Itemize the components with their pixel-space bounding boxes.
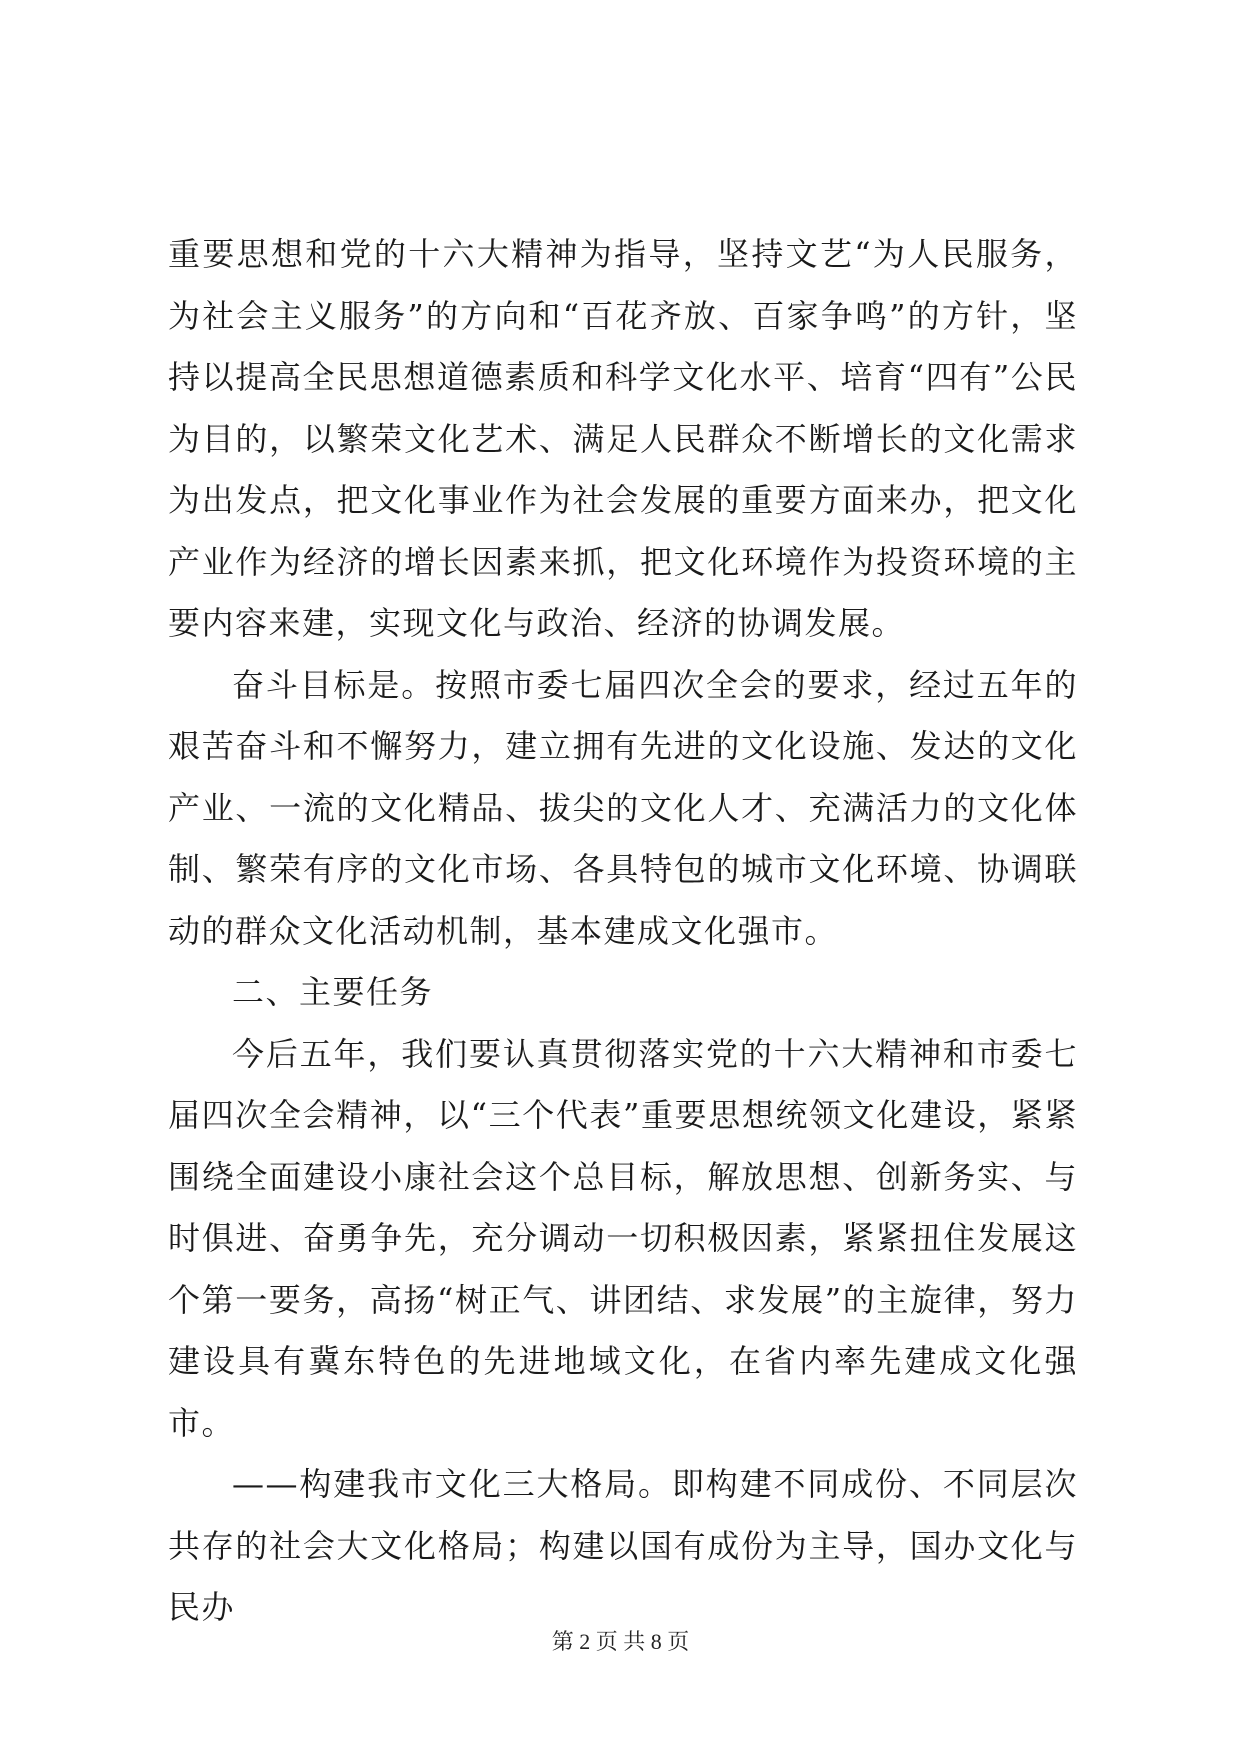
paragraph-three-patterns: ——构建我市文化三大格局。即构建不同成份、不同层次共存的社会大文化格局；构建以国有成份为主导，国办文化与民办 xyxy=(168,1465,1078,1626)
paragraph-goals: 奋斗目标是。按照市委七届四次全会的要求，经过五年的艰苦奋斗和不懈努力，建立拥有先进的文化设施、发达的文化产业、一流的文化精品、拔尖的文化人才、充满活力的文化体制、繁荣有序的文化市场、各具特包的城市文化环境、协调联动的群众文化活动机制，基本建成文化强市。 xyxy=(168,665,1078,950)
paragraph-tasks-intro: 今后五年，我们要认真贯彻落实党的十六大精神和市委七届四次全会精神，以“三个代表”重要思想统领文化建设，紧紧围绕全面建设小康社会这个总目标，解放思想、创新务实、与时俱进、奋勇争先，充分调动一切积极因素，紧紧扭住发展这个第一要务，高扬“树正气、讲团结、求发展”的主旋律，努力建设具有冀东特色的先进地域文化，在省内率先建成文化强市。 xyxy=(168,1034,1078,1442)
document-body xyxy=(168,224,1078,1639)
paragraph-1: 重要思想和党的十六大精神为指导，坚持文艺“为人民服务，为社会主义服务”的方向和“百花齐放、百家争鸣”的方针，坚持以提高全民思想道德素质和科学文化水平、培育“四有”公民为目的，以繁荣文化艺术、满足人民群众不断增长的文化需求为出发点，把文化事业作为社会发展的重要方面来办，把文化产业作为经济的增长因素来抓，把文化环境作为投资环境的主要内容来建，实现文化与政治、经济的协调发展。 xyxy=(168,235,1078,642)
page-number: 第 2 页 共 8 页 xyxy=(551,1629,690,1654)
page-footer xyxy=(0,1627,1241,1657)
section-heading-main-tasks: 二、主要任务 xyxy=(232,973,434,1011)
